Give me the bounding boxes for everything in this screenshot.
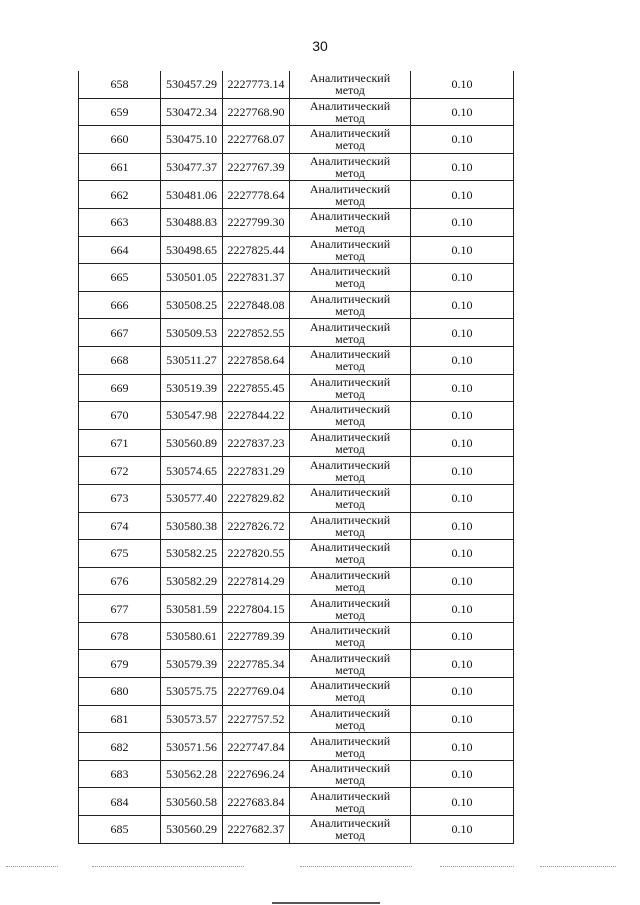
accuracy-cell: 0.10	[411, 71, 514, 98]
accuracy-cell: 0.10	[411, 98, 514, 126]
y-coordinate-cell: 2227855.45	[223, 374, 290, 402]
point-number-cell: 660	[79, 126, 161, 154]
y-coordinate-cell: 2227814.29	[223, 567, 290, 595]
method-text: Аналитический метод	[309, 402, 391, 429]
table-row	[79, 650, 514, 678]
method-text: Аналитический метод	[309, 595, 391, 622]
accuracy-cell: 0.10	[411, 816, 514, 844]
x-coordinate-cell: 530477.37	[161, 153, 223, 181]
y-coordinate-cell: 2227747.84	[223, 733, 290, 761]
y-coordinate-cell: 2227844.22	[223, 402, 290, 430]
method-text: Аналитический метод	[309, 126, 391, 153]
table-row	[79, 816, 514, 844]
point-number-cell: 663	[79, 208, 161, 236]
x-coordinate-cell: 530579.39	[161, 650, 223, 678]
y-coordinate-cell: 2227804.15	[223, 595, 290, 623]
x-coordinate-cell: 530577.40	[161, 484, 223, 512]
method-cell	[290, 374, 411, 402]
y-coordinate-cell: 2227778.64	[223, 181, 290, 209]
method-text: Аналитический метод	[309, 209, 391, 236]
scan-artifact-line	[92, 866, 244, 868]
method-text: Аналитический метод	[309, 761, 391, 788]
table-row	[79, 291, 514, 319]
accuracy-cell: 0.10	[411, 484, 514, 512]
table-row	[79, 319, 514, 347]
x-coordinate-cell: 530571.56	[161, 733, 223, 761]
x-coordinate-cell: 530472.34	[161, 98, 223, 126]
x-coordinate-cell: 530509.53	[161, 319, 223, 347]
table-row	[79, 429, 514, 457]
point-number-cell: 674	[79, 512, 161, 540]
accuracy-cell: 0.10	[411, 705, 514, 733]
method-text: Аналитический метод	[309, 567, 391, 594]
x-coordinate-cell: 530580.61	[161, 622, 223, 650]
method-cell	[290, 319, 411, 347]
point-number-cell: 678	[79, 622, 161, 650]
method-text: Аналитический метод	[309, 678, 391, 705]
method-cell	[290, 457, 411, 485]
bottom-rule	[272, 902, 380, 904]
table-row	[79, 540, 514, 568]
x-coordinate-cell: 530573.57	[161, 705, 223, 733]
method-cell	[290, 816, 411, 844]
method-text: Аналитический метод	[309, 181, 391, 208]
y-coordinate-cell: 2227848.08	[223, 291, 290, 319]
point-number-cell: 661	[79, 153, 161, 181]
table-row	[79, 71, 514, 98]
table-row	[79, 374, 514, 402]
method-text: Аналитический метод	[309, 623, 391, 650]
x-coordinate-cell: 530575.75	[161, 678, 223, 706]
method-cell	[290, 429, 411, 457]
method-cell	[290, 650, 411, 678]
x-coordinate-cell: 530481.06	[161, 181, 223, 209]
x-coordinate-cell: 530560.29	[161, 816, 223, 844]
method-cell	[290, 567, 411, 595]
method-cell	[290, 733, 411, 761]
accuracy-cell: 0.10	[411, 346, 514, 374]
y-coordinate-cell: 2227799.30	[223, 208, 290, 236]
x-coordinate-cell: 530580.38	[161, 512, 223, 540]
table-row	[79, 457, 514, 485]
method-text: Аналитический метод	[309, 236, 391, 263]
point-number-cell: 672	[79, 457, 161, 485]
y-coordinate-cell: 2227757.52	[223, 705, 290, 733]
x-coordinate-cell: 530581.59	[161, 595, 223, 623]
method-text: Аналитический метод	[309, 705, 391, 732]
x-coordinate-cell: 530547.98	[161, 402, 223, 430]
point-number-cell: 671	[79, 429, 161, 457]
accuracy-cell: 0.10	[411, 429, 514, 457]
table-row	[79, 346, 514, 374]
x-coordinate-cell: 530560.89	[161, 429, 223, 457]
table-row	[79, 98, 514, 126]
method-text: Аналитический метод	[309, 733, 391, 760]
y-coordinate-cell: 2227829.82	[223, 484, 290, 512]
x-coordinate-cell: 530560.58	[161, 788, 223, 816]
y-coordinate-cell: 2227683.84	[223, 788, 290, 816]
accuracy-cell: 0.10	[411, 540, 514, 568]
x-coordinate-cell: 530519.39	[161, 374, 223, 402]
table-row	[79, 622, 514, 650]
accuracy-cell: 0.10	[411, 236, 514, 264]
table-row	[79, 153, 514, 181]
coordinates-table-body	[79, 71, 514, 843]
point-number-cell: 668	[79, 346, 161, 374]
y-coordinate-cell: 2227773.14	[223, 71, 290, 98]
y-coordinate-cell: 2227820.55	[223, 540, 290, 568]
method-text: Аналитический метод	[309, 650, 391, 677]
accuracy-cell: 0.10	[411, 678, 514, 706]
table-row	[79, 595, 514, 623]
point-number-cell: 662	[79, 181, 161, 209]
x-coordinate-cell: 530562.28	[161, 760, 223, 788]
method-cell	[290, 291, 411, 319]
y-coordinate-cell: 2227785.34	[223, 650, 290, 678]
y-coordinate-cell: 2227852.55	[223, 319, 290, 347]
x-coordinate-cell: 530457.29	[161, 71, 223, 98]
table-row	[79, 264, 514, 292]
point-number-cell: 673	[79, 484, 161, 512]
table-row	[79, 208, 514, 236]
y-coordinate-cell: 2227837.23	[223, 429, 290, 457]
method-cell	[290, 788, 411, 816]
accuracy-cell: 0.10	[411, 512, 514, 540]
point-number-cell: 669	[79, 374, 161, 402]
method-text: Аналитический метод	[309, 540, 391, 567]
point-number-cell: 677	[79, 595, 161, 623]
y-coordinate-cell: 2227789.39	[223, 622, 290, 650]
y-coordinate-cell: 2227831.37	[223, 264, 290, 292]
point-number-cell: 658	[79, 71, 161, 98]
table-row	[79, 126, 514, 154]
method-cell	[290, 153, 411, 181]
method-text: Аналитический метод	[309, 788, 391, 815]
x-coordinate-cell: 530475.10	[161, 126, 223, 154]
y-coordinate-cell: 2227767.39	[223, 153, 290, 181]
method-cell	[290, 98, 411, 126]
accuracy-cell: 0.10	[411, 733, 514, 761]
y-coordinate-cell: 2227825.44	[223, 236, 290, 264]
method-cell	[290, 181, 411, 209]
table-row	[79, 705, 514, 733]
point-number-cell: 675	[79, 540, 161, 568]
y-coordinate-cell: 2227768.90	[223, 98, 290, 126]
method-cell	[290, 402, 411, 430]
point-number-cell: 681	[79, 705, 161, 733]
method-text: Аналитический метод	[309, 319, 391, 346]
point-number-cell: 659	[79, 98, 161, 126]
point-number-cell: 666	[79, 291, 161, 319]
point-number-cell: 670	[79, 402, 161, 430]
method-text: Аналитический метод	[309, 512, 391, 539]
accuracy-cell: 0.10	[411, 374, 514, 402]
x-coordinate-cell: 530582.25	[161, 540, 223, 568]
scan-artifact-line	[300, 866, 412, 868]
method-text: Аналитический метод	[309, 154, 391, 181]
point-number-cell: 665	[79, 264, 161, 292]
coordinates-table	[78, 71, 514, 844]
accuracy-cell: 0.10	[411, 760, 514, 788]
accuracy-cell: 0.10	[411, 153, 514, 181]
accuracy-cell: 0.10	[411, 402, 514, 430]
point-number-cell: 685	[79, 816, 161, 844]
method-text: Аналитический метод	[309, 292, 391, 319]
method-cell	[290, 236, 411, 264]
method-text: Аналитический метод	[309, 816, 391, 843]
method-cell	[290, 622, 411, 650]
y-coordinate-cell: 2227858.64	[223, 346, 290, 374]
accuracy-cell: 0.10	[411, 457, 514, 485]
table-row	[79, 678, 514, 706]
point-number-cell: 667	[79, 319, 161, 347]
table-row	[79, 181, 514, 209]
method-text: Аналитический метод	[309, 430, 391, 457]
method-cell	[290, 346, 411, 374]
method-text: Аналитический метод	[309, 485, 391, 512]
method-cell	[290, 71, 411, 98]
accuracy-cell: 0.10	[411, 264, 514, 292]
point-number-cell: 664	[79, 236, 161, 264]
method-cell	[290, 264, 411, 292]
point-number-cell: 680	[79, 678, 161, 706]
point-number-cell: 682	[79, 733, 161, 761]
table-row	[79, 236, 514, 264]
x-coordinate-cell: 530582.29	[161, 567, 223, 595]
point-number-cell: 683	[79, 760, 161, 788]
x-coordinate-cell: 530498.65	[161, 236, 223, 264]
method-text: Аналитический метод	[309, 264, 391, 291]
accuracy-cell: 0.10	[411, 595, 514, 623]
method-cell	[290, 540, 411, 568]
table-row	[79, 512, 514, 540]
accuracy-cell: 0.10	[411, 788, 514, 816]
method-cell	[290, 705, 411, 733]
table-row	[79, 567, 514, 595]
method-text: Аналитический метод	[309, 347, 391, 374]
accuracy-cell: 0.10	[411, 567, 514, 595]
table-row	[79, 484, 514, 512]
scan-artifact-line	[440, 866, 514, 868]
method-text: Аналитический метод	[309, 98, 391, 125]
x-coordinate-cell: 530488.83	[161, 208, 223, 236]
method-cell	[290, 126, 411, 154]
accuracy-cell: 0.10	[411, 126, 514, 154]
accuracy-cell: 0.10	[411, 650, 514, 678]
accuracy-cell: 0.10	[411, 319, 514, 347]
method-text: Аналитический метод	[309, 457, 391, 484]
table-row	[79, 402, 514, 430]
scan-artifact-line	[6, 866, 58, 868]
x-coordinate-cell: 530508.25	[161, 291, 223, 319]
accuracy-cell: 0.10	[411, 181, 514, 209]
page-number: 30	[312, 38, 328, 54]
accuracy-cell: 0.10	[411, 622, 514, 650]
method-cell	[290, 484, 411, 512]
x-coordinate-cell: 530501.05	[161, 264, 223, 292]
accuracy-cell: 0.10	[411, 208, 514, 236]
x-coordinate-cell: 530574.65	[161, 457, 223, 485]
x-coordinate-cell: 530511.27	[161, 346, 223, 374]
y-coordinate-cell: 2227769.04	[223, 678, 290, 706]
y-coordinate-cell: 2227768.07	[223, 126, 290, 154]
method-cell	[290, 678, 411, 706]
point-number-cell: 679	[79, 650, 161, 678]
y-coordinate-cell: 2227696.24	[223, 760, 290, 788]
method-cell	[290, 512, 411, 540]
accuracy-cell: 0.10	[411, 291, 514, 319]
y-coordinate-cell: 2227682.37	[223, 816, 290, 844]
method-text: Аналитический метод	[309, 71, 391, 98]
table-row	[79, 733, 514, 761]
table-row	[79, 760, 514, 788]
point-number-cell: 676	[79, 567, 161, 595]
point-number-cell: 684	[79, 788, 161, 816]
table-row	[79, 788, 514, 816]
method-cell	[290, 760, 411, 788]
y-coordinate-cell: 2227826.72	[223, 512, 290, 540]
y-coordinate-cell: 2227831.29	[223, 457, 290, 485]
method-cell	[290, 595, 411, 623]
method-cell	[290, 208, 411, 236]
scan-artifact-line	[540, 866, 616, 868]
method-text: Аналитический метод	[309, 374, 391, 401]
